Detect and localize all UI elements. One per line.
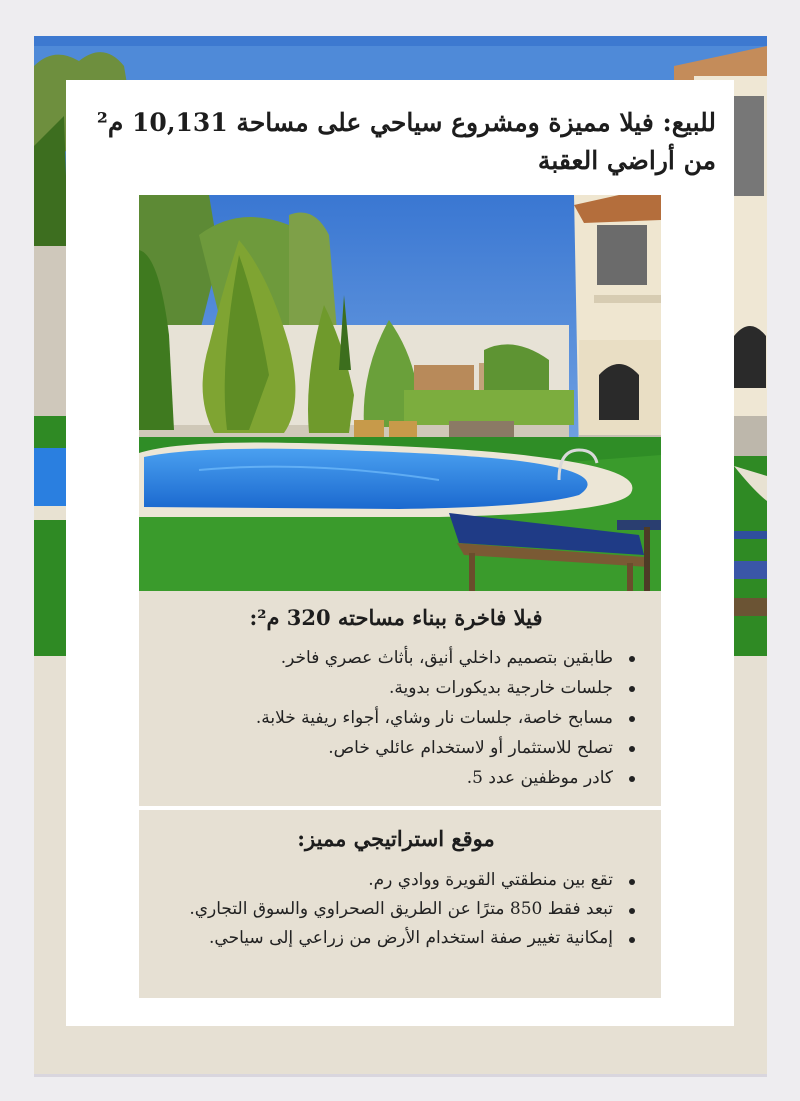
list-item: تقع بين منطقتي القويرة ووادي رم. [153,866,613,895]
list-item: كادر موظفين عدد 5. [153,763,613,793]
features-panel [139,591,661,806]
list-item: إمكانية تغيير صفة استخدام الأرض من زراعي إلى سياحي. [153,924,613,953]
location-heading: موقع استراتيجي مميز: [297,826,495,851]
divider [34,1074,767,1077]
list-item: تبعد فقط 850 مترًا عن الطريق الصحراوي والسوق التجاري. [153,895,613,924]
listing-title: للبيع: فيلا مميزة ومشروع سياحي على مساحة 10,131 م² من أراضي العقبة [96,108,716,175]
location-list [153,866,639,953]
features-heading: فيلا فاخرة ببناء مساحته 320 م²: [249,605,543,630]
list-item: مسابح خاصة، جلسات نار وشاي، أجواء ريفية خلابة. [153,703,613,733]
list-item: جلسات خارجية بديكورات بدوية. [153,673,613,703]
villa-photo [139,195,661,591]
list-item: طابقين بتصميم داخلي أنيق، بأثاث عصري فاخر. [153,643,613,673]
list-item: تصلح للاستثمار أو لاستخدام عائلي خاص. [153,733,613,763]
features-list [153,643,639,793]
location-panel [139,810,661,998]
